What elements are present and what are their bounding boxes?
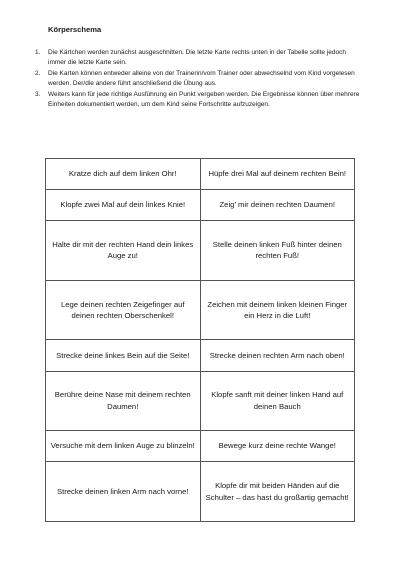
- exercise-card: Zeichen mit deinem linken kleinen Finger ein Herz in die Luft!: [200, 280, 355, 340]
- exercise-card: Versuche mit dem linken Auge zu blinzeln!: [46, 431, 201, 462]
- instruction-number: 2.: [35, 69, 41, 77]
- instruction-item: [35, 48, 365, 67]
- instruction-text: Die Kärtchen werden zunächst ausgeschnitten. Die letzte Karte rechts unten in der Tabelle sollte jedoch immer die letzte Karte sein.: [48, 49, 346, 66]
- exercise-card: Stelle deinen linken Fuß hinter deinen rechten Fuß!: [200, 221, 355, 281]
- cards-row: [46, 340, 355, 371]
- instruction-number: 3.: [35, 90, 41, 98]
- instructions-list: [35, 48, 365, 111]
- cards-row: [46, 371, 355, 431]
- exercise-card: Bewege kurz deine rechte Wange!: [200, 431, 355, 462]
- exercise-card: Berühre deine Nase mit deinem rechten Daumen!: [46, 371, 201, 431]
- exercise-card: Klopfe zwei Mal auf dein linkes Knie!: [46, 190, 201, 221]
- exercise-card: Strecke deinen linken Arm nach vorne!: [46, 462, 201, 522]
- cards-row: [46, 431, 355, 462]
- exercise-card: Kratze dich auf dem linken Ohr!: [46, 159, 201, 190]
- cards-row: [46, 159, 355, 190]
- exercise-card: Zeig’ mir deinen rechten Daumen!: [200, 190, 355, 221]
- exercise-cards-table: [45, 158, 355, 522]
- exercise-card: Strecke deinen rechten Arm nach oben!: [200, 340, 355, 371]
- instruction-text: Die Karten können entweder alleine von der Trainerin/vom Trainer oder abwechselnd vom Kind vorgelesen werden. Der/die andere führt anschließend die Übung aus.: [48, 69, 355, 87]
- instruction-number: 1.: [35, 49, 41, 56]
- cards-row: [46, 190, 355, 221]
- exercise-card: Halte dir mit der rechten Hand dein linkes Auge zu!: [46, 221, 201, 281]
- exercise-card: Strecke deine linkes Bein auf die Seite!: [46, 340, 201, 371]
- instruction-item: [35, 69, 365, 88]
- exercise-card: Klopfe dir mit beiden Händen auf die Schulter – das hast du großartig gemacht!: [200, 462, 355, 522]
- exercise-card: Klopfe sanft mit deiner linken Hand auf deinen Bauch: [200, 371, 355, 431]
- instruction-item: [35, 90, 365, 109]
- document-title: Körperschema: [48, 25, 102, 34]
- exercise-card: Lege deinen rechten Zeigefinger auf deinen rechten Oberschenkel!: [46, 280, 201, 340]
- exercise-card: Hüpfe drei Mal auf deinem rechten Bein!: [200, 159, 355, 190]
- cards-row: [46, 462, 355, 522]
- cards-row: [46, 280, 355, 340]
- instruction-text: Weiters kann für jede richtige Ausführung ein Punkt vergeben werden. Die Ergebnisse können über mehrere Einheiten dokumentiert werden, um dem Kind seine Fortschritte aufzuzeigen.: [48, 90, 360, 108]
- cards-row: [46, 221, 355, 281]
